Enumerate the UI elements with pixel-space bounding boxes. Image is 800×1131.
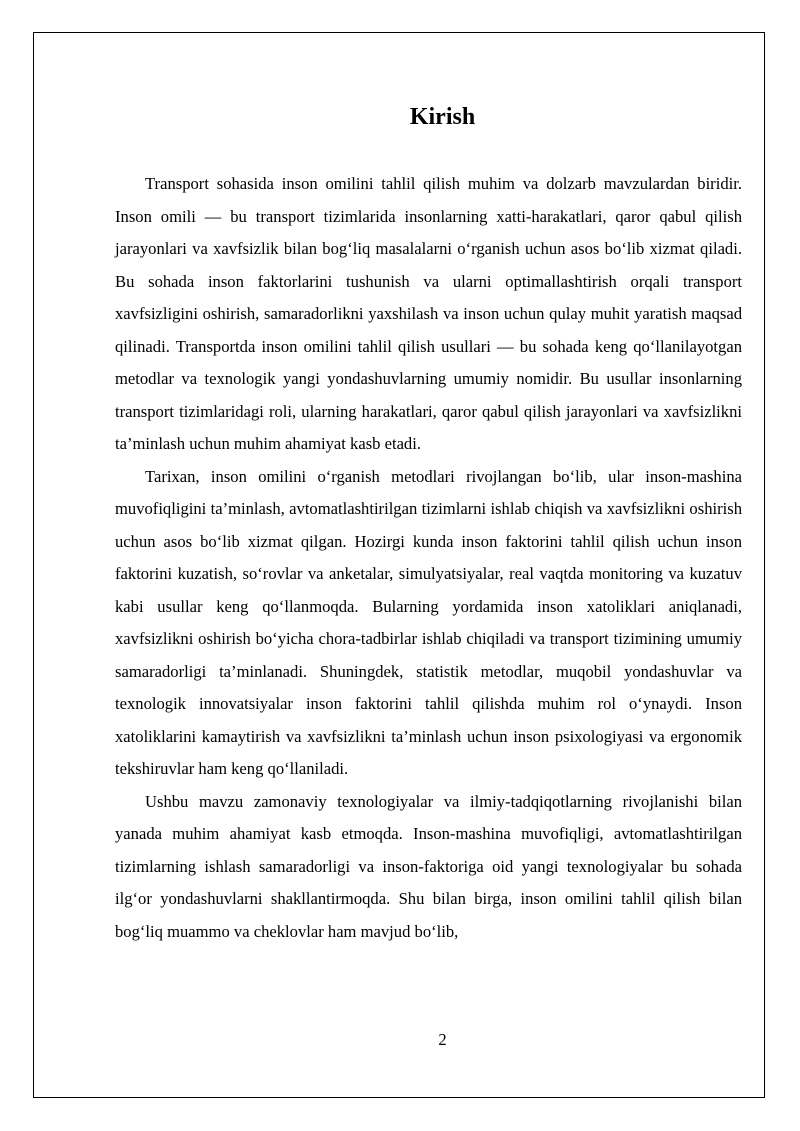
page-number: 2 (438, 1030, 447, 1049)
paragraph-2: Tarixan, inson omilini o‘rganish metodlari rivojlangan bo‘lib, ular inson-mashina muvofiqligini ta’minlash, avtomatlashtirilgan tizimlarni ishlab chiqish va xavfsizlikni oshirish uchun asos bo‘lib xizmat qilgan. Hozirgi kunda inson faktorini tahlil qilish uchun inson faktorini kuzatish, so‘rovlar va anketalar, simulyatsiyalar, real vaqtda monitoring va kuzatuv kabi usullar keng qo‘llanmoqda. Bularning yordamida inson xatoliklari aniqlanadi, xavfsizlikni oshirish bo‘yicha chora-tadbirlar ishlab chiqiladi va transport tizimining umumiy samaradorligi ta’minlanadi. Shuningdek, statistik metodlar, muqobil yondashuvlar va texnologik innovatsiyalar inson faktorini tahlil qilishda muhim rol o‘ynaydi. Inson xatoliklarini kamaytirish va xavfsizlikni ta’minlash uchun inson psixologiyasi va ergonomik tekshiruvlar ham keng qo‘llaniladi. (115, 466, 742, 778)
paragraph-1: Transport sohasida inson omilini tahlil qilish muhim va dolzarb mavzulardan biridir. Inson omili — bu transport tizimlarida insonlarning xatti-harakatlari, qaror qabul qilish jarayonlari va xavfsizlik bilan bog‘liq masalalarni o‘rganish uchun asos bo‘lib xizmat qiladi. Bu sohada inson faktorlarini tushunish va ularni optimallashtirish orqali transport xavfsizligini oshirish, samaradorlikni yaxshilash va inson uchun qulay muhit yaratish maqsad qilinadi. Transportda inson omilini tahlil qilish usullari — bu sohada keng qo‘llanilayotgan metodlar va texnologik yangi yondashuvlarning umumiy nomidir. Bu usullar insonlarning transport tizimlaridagi roli, ularning harakatlari, qaror qabul qilish jarayonlari va xavfsizlikni ta’minlash uchun muhim ahamiyat kasb etadi. (115, 174, 742, 453)
body-text (115, 168, 742, 948)
paragraph-3: Ushbu mavzu zamonaviy texnologiyalar va ilmiy-tadqiqotlarning rivojlanishi bilan yanada muhim ahamiyat kasb etmoqda. Inson-mashina muvofiqligi, avtomatlashtirilgan tizimlarning ishlash samaradorligi va inson-faktoriga oid yangi texnologiyalar bu sohada ilg‘or yondashuvlarni shakllantirmoqda. Shu bilan birga, inson omilini tahlil qilish bilan bog‘liq muammo va cheklovlar ham mavjud bo‘lib, (115, 791, 742, 941)
section-title: Kirish (409, 104, 476, 130)
